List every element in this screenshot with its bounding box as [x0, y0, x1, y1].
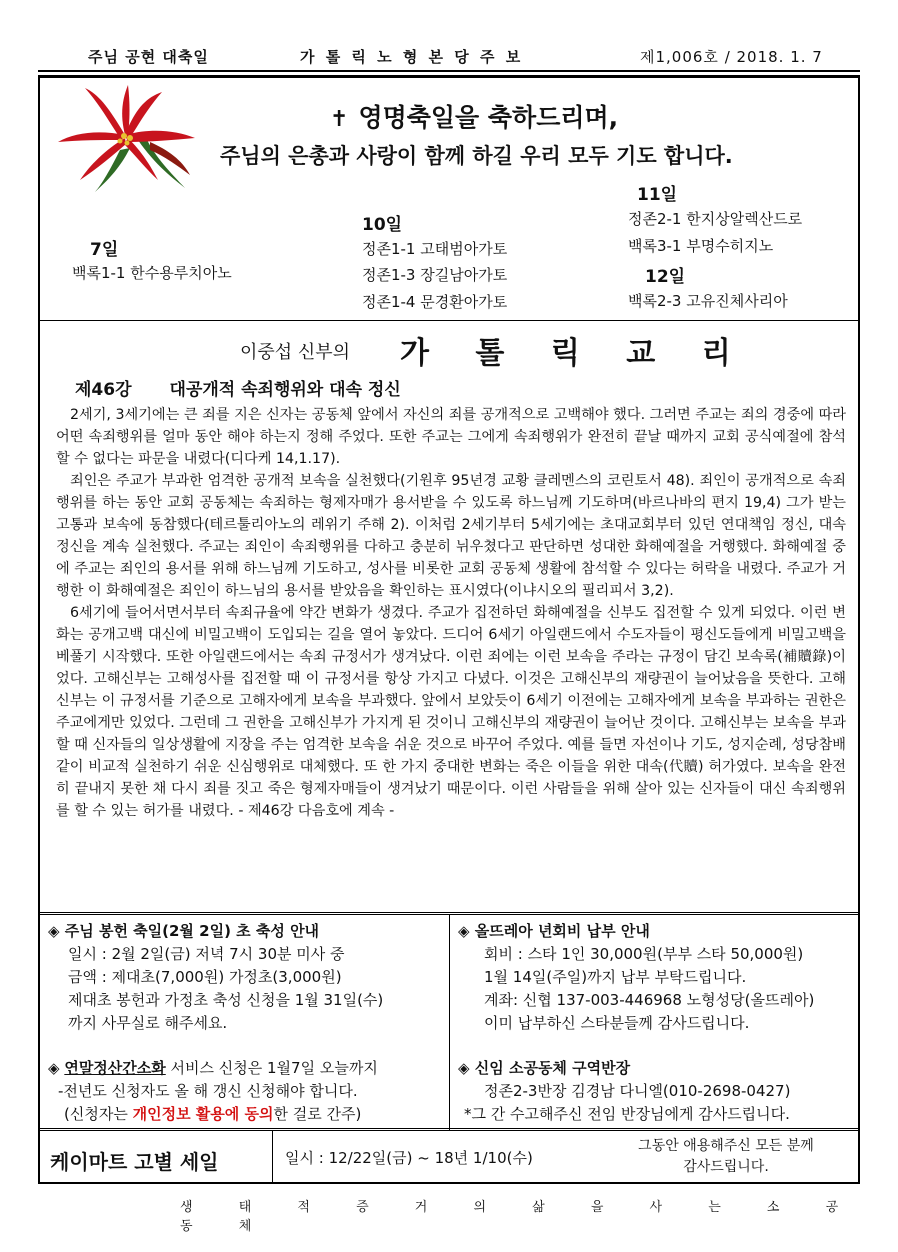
feast-title: 주님 공현 대축일	[88, 48, 209, 66]
notice-column-divider	[449, 914, 450, 1130]
lesson-title: 대공개적 속죄행위와 대속 정신	[169, 380, 401, 400]
nameday-11-name: 정존2-1 한지상알렉산드로	[628, 210, 803, 228]
dues-notice-line: 회비 : 스타 1인 30,000원(부부 스타 50,000원)	[484, 945, 804, 963]
candle-notice-line: 일시 : 2월 2일(금) 저녁 7시 30분 미사 중	[68, 945, 345, 963]
greeting-line1: 영명축일을 축하드리며,	[358, 103, 619, 132]
catechism-paragraph: 2세기, 3세기에는 큰 죄를 지은 신자는 공동체 앞에서 자신의 죄를 공개적으로 고백해야 했다. 그러면 주교는 죄의 경중에 따라 어떤 속죄행위를 얼마 동안 해야 하는지 정해 주었다. 또한 주교는 그에게 속죄행위가 완전히 끝날 때까지 교회 공식예절에 참석할 수 없다는 파문을 내렸다(디다케 14,1.17).	[56, 407, 846, 467]
nameday-7-name: 백록1-1 한수용루치아노	[72, 264, 232, 282]
nameday-7-day: 7일	[90, 240, 119, 260]
nameday-10-name: 정존1-3 장길남아가토	[362, 266, 508, 284]
shop-name: 케이마트 고별 세일	[50, 1150, 219, 1174]
sale-thanks-line: 감사드립니다.	[683, 1159, 769, 1175]
sale-divider	[40, 1128, 858, 1131]
leader-notice-line: 정존2-3반장 김경남 다니엘(010-2698-0427)	[484, 1082, 791, 1100]
lesson-number: 제46강	[75, 380, 132, 400]
consent-highlight: 개인정보 활용에 동의	[132, 1105, 274, 1123]
sale-column-divider	[272, 1131, 273, 1183]
nameday-10-day: 10일	[362, 215, 403, 235]
catechism-title: 가 톨 릭 교 리	[400, 336, 749, 371]
candle-notice-line: 까지 사무실로 해주세요.	[68, 1014, 228, 1032]
issue-number: 제1,006호 / 2018. 1. 7	[640, 48, 823, 66]
diamond-icon: ◈	[48, 1059, 60, 1077]
catechism-author: 이중섭 신부의	[240, 342, 351, 363]
nameday-11-day: 11일	[637, 185, 678, 205]
leader-notice-line: *그 간 수고해주신 전임 반장님에게 감사드립니다.	[464, 1105, 790, 1123]
nameday-10-name: 정존1-1 고태범아가토	[362, 240, 508, 258]
tax-notice-line: -전년도 신청자도 올 해 갱신 신청해야 합니다.	[58, 1082, 358, 1100]
tax-notice-title: 연말정산간소화	[64, 1059, 166, 1077]
footer-motto: 생 태 적 증 거 의 삶 을 사 는 소 공 동 체	[180, 1200, 847, 1234]
catechism-body	[56, 404, 846, 822]
lesson-heading	[75, 375, 439, 400]
candle-notice	[48, 920, 383, 1035]
nameday-10-name: 정존1-4 문경환아가토	[362, 293, 508, 311]
tax-notice-line: (신청자는	[64, 1105, 133, 1123]
leader-notice-title: ◈ 신임 소공동체 구역반장	[458, 1059, 631, 1077]
candle-notice-line: 금액 : 제대초(7,000원) 가정초(3,000원)	[68, 968, 342, 986]
bulletin-title: 가 톨 릭 노 형 본 당 주 보	[300, 48, 524, 66]
section-divider	[40, 320, 858, 321]
candle-notice-line: 제대초 봉헌과 가정초 축성 신청을 1월 31일(수)	[68, 991, 384, 1009]
tax-notice	[48, 1057, 378, 1126]
sale-period: 일시 : 12/22일(금) ~ 18년 1/10(수)	[285, 1149, 533, 1167]
sale-thanks-line: 그동안 애용해주신 모든 분께	[638, 1138, 814, 1154]
dues-notice-line: 이미 납부하신 스타분들께 감사드립니다.	[484, 1014, 750, 1032]
sale-thanks	[606, 1136, 846, 1178]
dues-notice-title: ◈ 올뜨레아 년회비 납부 안내	[458, 922, 650, 940]
catechism-paragraph: 6세기에 들어서면서부터 속죄규율에 약간 변화가 생겼다. 주교가 집전하던 화해예절을 신부도 집전할 수 있게 되었다. 이런 변화는 공개고백 대신에 비밀고백이 도입되는 길을 열어 놓았다. 드디어 6세기 아일랜드에서 수도자들이 평신도들에게 비밀고백을 베풀기 시작했다. 또한 아일랜드에서는 속죄 규정서가 생겨났다. 이런 죄에는 이런 보속을 주라는 규정이 담긴 보속록(補贖錄)이었다. 고해신부는 고해성사를 집전할 때 이 규정서를 항상 가지고 다녔다. 이것은 고해신부의 재량권이 늘어났음을 뜻한다. 고해신부는 이 규정서를 기준으로 고해자에게 보속을 부과했다. 앞에서 보았듯이 6세기 이전에는 고해자에게 보속을 부과하는 권한은 주교에게만 있었다. 그런데 그 권한을 고해신부가 가지게 된 것이니 고해신부의 재량권이 늘어난 것이다. 고해신부는 보속을 부과할 때 신자들의 일상생활에 지장을 주는 엄격한 보속을 쉬운 것으로 바꾸어 주었다. 예를 들면 자선이나 기도, 성지순례, 성당참배 같이 비교적 실천하기 쉬운 신심행위로 대체했다. 또 한 가지 중대한 변화는 죽은 이들을 위한 대속(代贖) 허가였다. 보속을 완전히 끝내지 못한 채 다시 죄를 짓고 죽은 형제자매들이 생겨났기 때문이다. 이런 사람들을 위해 살아 있는 신자들이 대신 속죄행위를 할 수 있는 허가를 내렸다. - 제46강 다음호에 계속 -	[56, 605, 846, 819]
dues-notice-line: 계좌: 신협 137-003-446968 노형성당(올뜨레아)	[484, 991, 815, 1009]
nameday-11-name: 백록3-1 부명수히지노	[628, 237, 774, 255]
nameday-12-day: 12일	[645, 267, 686, 287]
leader-notice	[458, 1057, 790, 1126]
dues-notice	[458, 920, 814, 1035]
nameday-12-name: 백록2-3 고유진체사리아	[628, 292, 788, 310]
candle-notice-title: ◈ 주님 봉헌 축일(2월 2일) 초 축성 안내	[48, 922, 320, 940]
tax-notice-text: 서비스 신청은 1월7일 오늘까지	[165, 1059, 378, 1077]
tax-notice-line: 한 걸로 간주)	[273, 1105, 362, 1123]
greeting-line2: 주님의 은총과 사랑이 함께 하길 우리 모두 기도 합니다.	[220, 144, 733, 168]
cross-icon: ✝	[330, 107, 349, 132]
dues-notice-line: 1월 14일(주일)까지 납부 부탁드립니다.	[484, 968, 747, 986]
catechism-paragraph: 죄인은 주교가 부과한 엄격한 공개적 보속을 실천했다(기원후 95년경 교황 클레멘스의 코린토서 48). 죄인이 공개적으로 속죄행위를 하는 동안 교회 공동체는 속죄하는 형제자매가 용서받을 수 있도록 하느님께 기도하며(바르나바의 편지 19,4) 그가 받는 고통과 보속에 동참했다(테르툴리아노의 레위기 주해 2). 이처럼 2세기부터 5세기에는 초대교회부터 있던 연대책임 정신, 대속 정신을 계속 실천했다. 주교는 죄인이 속죄행위를 다하고 충분히 뉘우쳤다고 판단하면 성대한 화해예절을 거행했다. 화해예절 중에 주교는 죄인의 용서를 위해 하느님께 기도하고, 성사를 비롯한 교회 공동체 생활에 참석할 수 있다는 허락을 내렸다. 주교가 거행한 이 화해예절은 죄인이 하느님의 용서를 받았음을 확인하는 표시였다(이냐시오의 필리피서 3,2).	[56, 473, 846, 599]
poinsettia-image	[50, 80, 200, 195]
greeting-title	[330, 98, 618, 134]
